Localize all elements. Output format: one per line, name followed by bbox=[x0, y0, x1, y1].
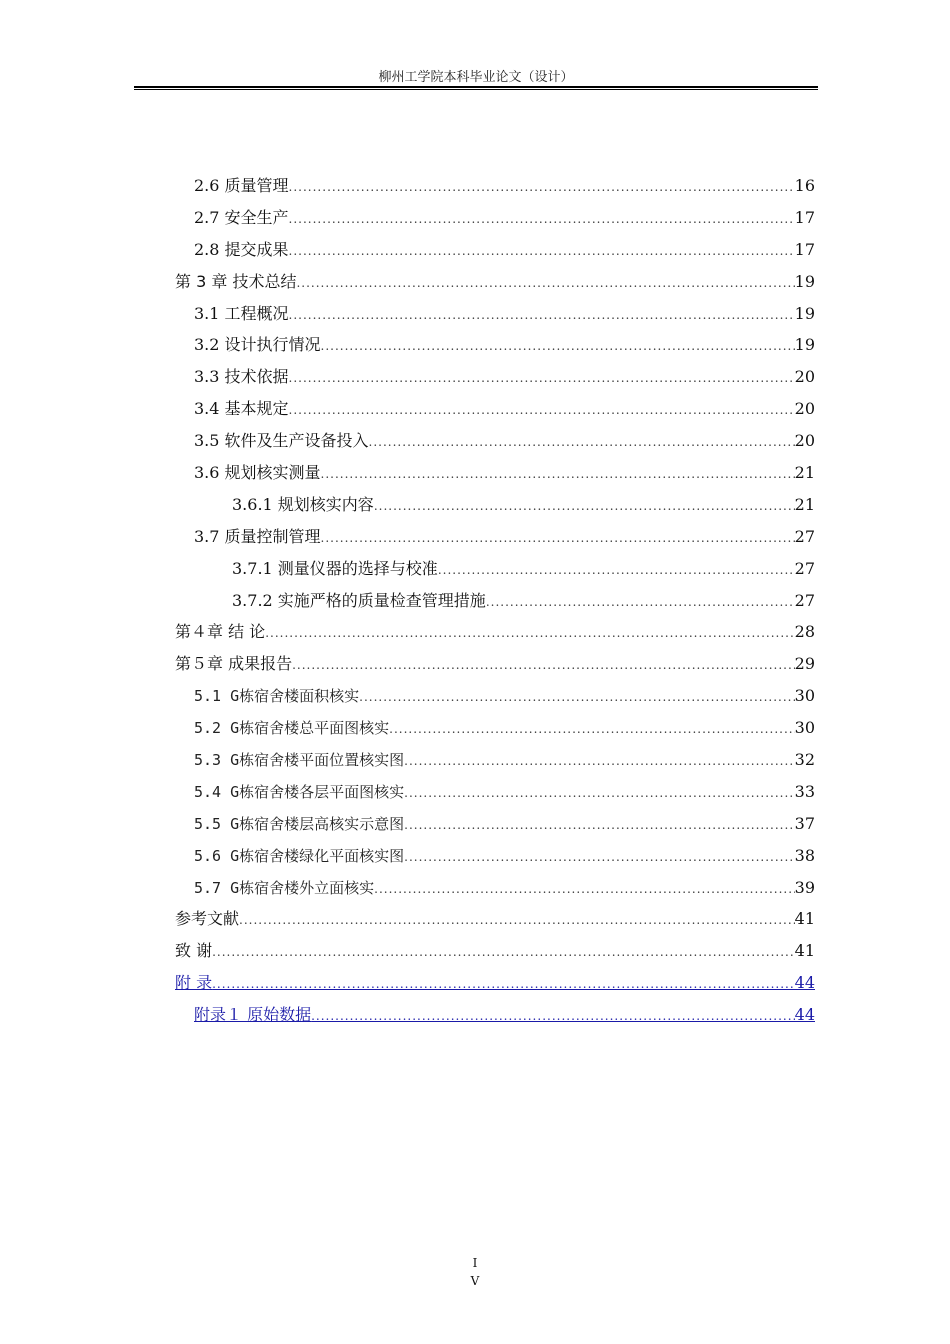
toc-leader bbox=[404, 810, 794, 842]
toc-entry-references[interactable] bbox=[175, 903, 815, 935]
table-of-contents bbox=[175, 170, 815, 1031]
toc-leader bbox=[212, 937, 795, 969]
toc-entry-5-3[interactable] bbox=[175, 744, 815, 776]
toc-leader bbox=[486, 587, 795, 619]
toc-entry-5-4[interactable] bbox=[175, 776, 815, 808]
toc-leader bbox=[359, 682, 794, 714]
toc-title: 5.4 G栋宿舍楼各层平面图核实 bbox=[194, 782, 405, 801]
toc-page: 19 bbox=[794, 335, 815, 355]
toc-link-appendix[interactable] bbox=[175, 967, 815, 999]
toc-leader bbox=[289, 204, 795, 236]
toc-entry-2-7[interactable] bbox=[175, 202, 815, 234]
toc-entry-2-8[interactable] bbox=[175, 234, 815, 266]
toc-page: 27 bbox=[794, 526, 815, 546]
toc-title: 3.4 基本规定 bbox=[194, 399, 289, 419]
toc-entry-chapter-3[interactable] bbox=[175, 266, 815, 298]
toc-title: 致 谢 bbox=[175, 941, 213, 961]
toc-page: 44 bbox=[794, 1005, 815, 1025]
toc-leader bbox=[374, 491, 795, 523]
toc-entry-5-2[interactable] bbox=[175, 712, 815, 744]
toc-page: 17 bbox=[794, 239, 815, 259]
toc-entry-3-4[interactable] bbox=[175, 393, 815, 425]
toc-leader bbox=[265, 618, 794, 650]
page-number-line-2: V bbox=[470, 1274, 480, 1288]
toc-page: 21 bbox=[794, 494, 815, 514]
toc-title: 5.1 G栋宿舍楼面积核实 bbox=[194, 687, 360, 706]
toc-leader bbox=[289, 172, 795, 204]
toc-leader bbox=[239, 905, 795, 937]
toc-page: 20 bbox=[794, 431, 815, 451]
toc-page: 30 bbox=[794, 718, 815, 738]
toc-page: 32 bbox=[794, 750, 815, 770]
toc-leader bbox=[289, 395, 795, 427]
toc-leader bbox=[369, 427, 795, 459]
toc-leader bbox=[404, 746, 794, 778]
toc-page: 29 bbox=[794, 654, 815, 674]
toc-leader bbox=[321, 331, 795, 363]
toc-entry-3-6[interactable] bbox=[175, 457, 815, 489]
toc-entry-acknowledgements[interactable] bbox=[175, 935, 815, 967]
toc-page: 41 bbox=[794, 909, 815, 929]
toc-title: 第 3 章 技术总结 bbox=[175, 271, 297, 291]
toc-title: 3.6.1 规划核实内容 bbox=[232, 494, 374, 514]
toc-page: 27 bbox=[794, 558, 815, 578]
toc-page: 27 bbox=[794, 590, 815, 610]
toc-page: 44 bbox=[794, 973, 815, 993]
toc-entry-3-5[interactable] bbox=[175, 425, 815, 457]
toc-title: 2.6 质量管理 bbox=[194, 176, 289, 195]
toc-leader bbox=[289, 236, 795, 268]
toc-entry-3-7[interactable] bbox=[175, 521, 815, 553]
toc-title: 5.2 G栋宿舍楼总平面图核实 bbox=[194, 719, 390, 738]
toc-title: 5.7 G栋宿舍楼外立面核实 bbox=[194, 878, 375, 897]
toc-link-appendix-1[interactable] bbox=[175, 999, 815, 1031]
page-number-line-1: I bbox=[472, 1256, 478, 1270]
toc-title: 3.2 设计执行情况 bbox=[194, 335, 321, 355]
toc-title: 3.3 技术依据 bbox=[194, 367, 289, 387]
toc-page: 20 bbox=[794, 367, 815, 387]
toc-leader bbox=[404, 778, 794, 810]
toc-leader bbox=[321, 523, 795, 555]
running-header: 柳州工学院本科毕业论文（设计） bbox=[378, 70, 574, 85]
toc-page: 28 bbox=[794, 622, 815, 642]
toc-title: 第５章 成果报告 bbox=[175, 654, 293, 674]
toc-page: 37 bbox=[794, 813, 815, 833]
toc-leader bbox=[212, 969, 795, 1001]
toc-title: 3.7.2 实施严格的质量检查管理措施 bbox=[232, 590, 486, 610]
toc-page: 16 bbox=[794, 176, 815, 195]
toc-page: 39 bbox=[794, 877, 815, 897]
toc-entry-3-7-1[interactable] bbox=[175, 553, 815, 585]
toc-leader bbox=[296, 268, 794, 300]
toc-entry-chapter-5[interactable] bbox=[175, 648, 815, 680]
toc-leader bbox=[311, 1001, 795, 1033]
toc-entry-3-3[interactable] bbox=[175, 361, 815, 393]
toc-title: 5.3 G栋宿舍楼平面位置核实图 bbox=[194, 751, 405, 770]
toc-leader bbox=[374, 874, 794, 906]
toc-page: 41 bbox=[794, 941, 815, 961]
toc-leader bbox=[292, 650, 795, 682]
toc-title: 5.6 G栋宿舍楼绿化平面核实图 bbox=[194, 846, 405, 865]
toc-title: 附录１ 原始数据 bbox=[194, 1005, 312, 1025]
toc-page: 19 bbox=[794, 303, 815, 323]
toc-page: 20 bbox=[794, 399, 815, 419]
toc-title: 参考文献 bbox=[175, 909, 240, 929]
toc-page: 17 bbox=[794, 207, 815, 227]
toc-entry-3-7-2[interactable] bbox=[175, 585, 815, 617]
toc-title: 5.5 G栋宿舍楼层高核实示意图 bbox=[194, 814, 405, 833]
toc-entry-5-6[interactable] bbox=[175, 840, 815, 872]
toc-title: 3.7.1 测量仪器的选择与校准 bbox=[232, 558, 438, 578]
toc-entry-3-6-1[interactable] bbox=[175, 489, 815, 521]
toc-title: 3.1 工程概况 bbox=[194, 303, 289, 323]
header-rule bbox=[134, 86, 818, 90]
toc-title: 2.7 安全生产 bbox=[194, 207, 289, 227]
toc-entry-3-2[interactable] bbox=[175, 329, 815, 361]
toc-title: 3.6 规划核实测量 bbox=[194, 463, 321, 483]
toc-title: 第４章 结 论 bbox=[175, 622, 266, 642]
toc-title: 3.5 软件及生产设备投入 bbox=[194, 431, 369, 451]
toc-title: 2.8 提交成果 bbox=[194, 239, 289, 259]
toc-page: 21 bbox=[794, 463, 815, 483]
toc-leader bbox=[321, 459, 795, 491]
toc-leader bbox=[289, 300, 795, 332]
toc-entry-5-7[interactable] bbox=[175, 872, 815, 904]
toc-entry-5-1[interactable] bbox=[175, 680, 815, 712]
toc-entry-5-5[interactable] bbox=[175, 808, 815, 840]
toc-leader bbox=[289, 363, 795, 395]
toc-entry-3-1[interactable] bbox=[175, 298, 815, 330]
toc-leader bbox=[438, 555, 795, 587]
toc-title: 附 录 bbox=[175, 973, 213, 993]
toc-entry-2-6[interactable] bbox=[175, 170, 815, 202]
toc-title: 3.7 质量控制管理 bbox=[194, 526, 321, 546]
toc-page: 33 bbox=[794, 781, 815, 801]
toc-leader bbox=[389, 714, 794, 746]
toc-page: 19 bbox=[794, 271, 815, 291]
toc-page: 30 bbox=[794, 686, 815, 706]
toc-entry-chapter-4[interactable] bbox=[175, 616, 815, 648]
toc-leader bbox=[404, 842, 794, 874]
toc-page: 38 bbox=[794, 845, 815, 865]
